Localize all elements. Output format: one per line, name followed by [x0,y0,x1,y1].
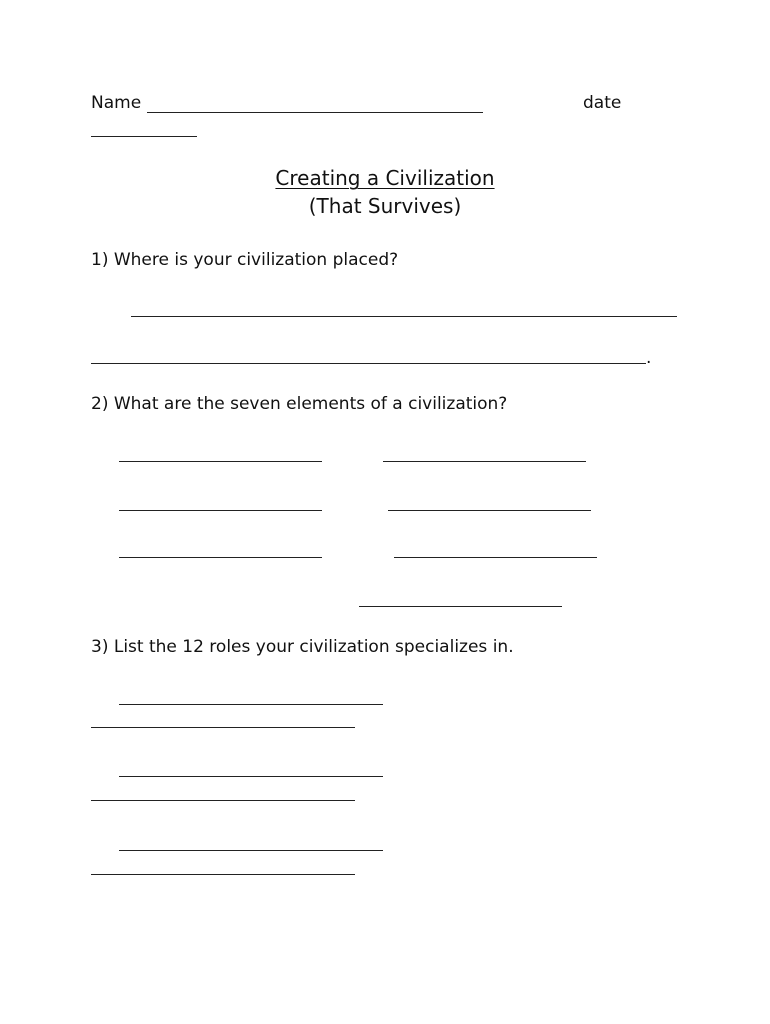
role-blank-6[interactable] [91,874,355,875]
name-blank[interactable] [147,112,483,113]
question-1: 1) Where is your civilization placed? [91,250,399,270]
element-blank-7[interactable] [359,606,562,607]
name-label: Name [91,93,142,113]
role-blank-2[interactable] [91,727,355,728]
element-blank-6[interactable] [394,557,597,558]
role-blank-4[interactable] [91,800,355,801]
date-blank[interactable] [91,136,197,137]
element-blank-3[interactable] [119,510,322,511]
page-title: Creating a Civilization [275,166,495,190]
question-3: 3) List the 12 roles your civilization specializes in. [91,637,514,657]
element-blank-5[interactable] [119,557,322,558]
page-subtitle: (That Survives) [308,194,462,218]
answer-1-line-2[interactable] [91,363,646,364]
role-blank-1[interactable] [119,704,383,705]
answer-1-line-1[interactable] [131,316,677,317]
role-blank-3[interactable] [119,776,383,777]
answer-1-period: . [646,348,652,368]
date-label: date [583,93,622,113]
element-blank-4[interactable] [388,510,591,511]
question-2: 2) What are the seven elements of a civilization? [91,394,508,414]
element-blank-2[interactable] [383,461,586,462]
role-blank-5[interactable] [119,850,383,851]
element-blank-1[interactable] [119,461,322,462]
